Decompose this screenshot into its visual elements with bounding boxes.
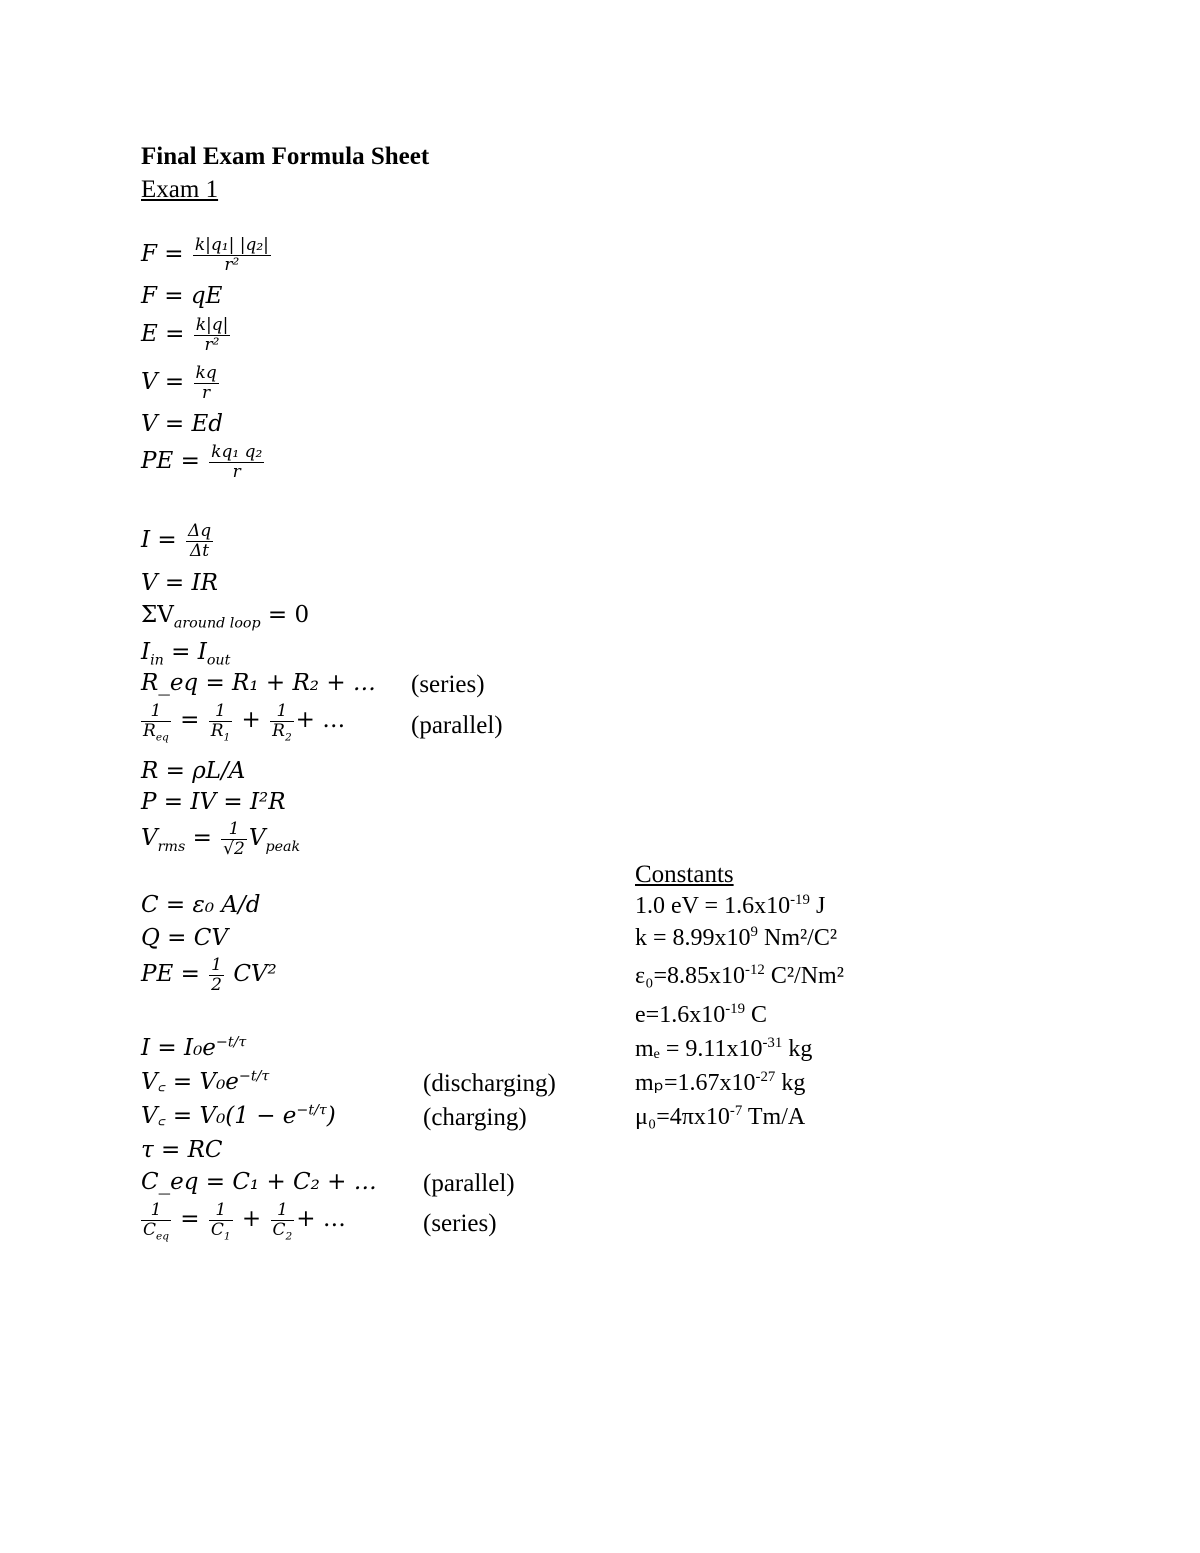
loop-rule-eq xyxy=(141,602,310,632)
discharging-base: V꜀ = V₀e xyxy=(141,1069,239,1095)
coulomb-lhs: F = xyxy=(141,241,184,268)
charging-note: (charging) xyxy=(423,1104,527,1131)
rms-rhs-sub: peak xyxy=(265,838,301,855)
cap-series-note: (series) xyxy=(423,1210,497,1237)
potential-uniform-eq: V = Ed xyxy=(141,411,224,437)
charge-eq: Q = CV xyxy=(141,925,228,951)
force-field-eq: F = qE xyxy=(141,283,223,309)
rms-lhs: V xyxy=(141,825,158,852)
discharging-note: (discharging) xyxy=(423,1070,556,1097)
resistor-series-eq: R_eq = R₁ + R₂ + … xyxy=(141,670,376,696)
charging-exp: −t/τ xyxy=(296,1102,327,1119)
cap-energy-eq xyxy=(141,956,277,994)
cap-energy-num: 1 xyxy=(211,955,222,975)
coulomb-law xyxy=(141,236,273,274)
current-num: Δq xyxy=(187,521,212,541)
resistor-series-note: (series) xyxy=(411,671,485,698)
resistor-parallel-tail: + … xyxy=(295,707,346,734)
resistivity-eq: R = ρL/A xyxy=(141,758,246,784)
page-title: Final Exam Formula Sheet xyxy=(141,143,430,170)
ohm-eq: V = IR xyxy=(141,570,218,596)
constant-ev: 1.0 eV = $1.6x10^{-19}$ J xyxy=(635,892,826,919)
rms-equals: = xyxy=(185,825,212,852)
cap-parallel-note: (parallel) xyxy=(423,1170,515,1197)
constant-mp: $m_p=1.67x10^{-27}$ kg xyxy=(635,1069,806,1096)
charging-close: ) xyxy=(326,1103,336,1129)
field-num: k|q| xyxy=(195,315,229,335)
charging-eq xyxy=(141,1102,336,1129)
constant-e: $e=1.6x10^{-19}$ C xyxy=(635,1001,768,1028)
constant-mu: $\mu_0=4\pi x10^{-7}$ Tm/A xyxy=(635,1103,806,1130)
cap-parallel-eq: C_eq = C₁ + C₂ + … xyxy=(141,1169,377,1195)
current-lhs: I = xyxy=(141,527,177,554)
discharging-eq xyxy=(141,1068,270,1095)
cap-series-tail: + … xyxy=(296,1206,346,1233)
potential-point-lhs: V = xyxy=(141,369,185,396)
potential-point-den: r xyxy=(194,383,219,403)
pe-num: kq₁ q₂ xyxy=(211,442,263,462)
resistor-parallel-note: (parallel) xyxy=(411,712,503,739)
rms-eq xyxy=(141,820,300,858)
rms-lhs-sub: rms xyxy=(157,838,186,855)
pe-den: r xyxy=(209,462,264,482)
junction-rhs-sub: out xyxy=(206,652,231,669)
field-lhs: E = xyxy=(141,321,185,348)
charging-base: V꜀ = V₀(1 − e xyxy=(141,1103,297,1129)
coulomb-den: r² xyxy=(193,255,271,275)
pe-lhs: PE = xyxy=(141,448,200,475)
field-den: r² xyxy=(194,335,231,355)
cap-series-eq: $\frac{1}{C_{eq}}$ = $\frac{1}{C_1}$ + $\frac{1}{C_2}$ + … xyxy=(143,1200,346,1243)
junction-mid: = I xyxy=(163,639,207,665)
constant-k: $k = 8.99x10^9$ Nm²/C² xyxy=(635,924,838,951)
rms-den: √2 xyxy=(223,838,245,859)
coulomb-num: k|q₁| |q₂| xyxy=(194,235,269,255)
constants-title: Constants xyxy=(635,861,734,888)
resistor-parallel-eq: $\frac{1}{R_{eq}}$ = $\frac{1}{R_1}$ + $\frac{1}{R_2}$ + … xyxy=(143,701,346,744)
rms-num: 1 xyxy=(228,819,240,839)
time-constant-eq: τ = RC xyxy=(141,1137,223,1163)
field-eq xyxy=(141,316,232,354)
loop-rhs: = 0 xyxy=(260,602,310,628)
cap-energy-den: 2 xyxy=(211,974,222,995)
junction-lhs: I xyxy=(141,639,151,665)
junction-lhs-sub: in xyxy=(150,652,164,669)
potential-energy-eq xyxy=(141,443,266,481)
current-decay-eq xyxy=(141,1034,247,1061)
cap-energy-lhs: PE = xyxy=(141,961,200,988)
constant-me: $m_e = 9.11x10^{-31}$ kg xyxy=(635,1035,813,1062)
rms-rhs: V xyxy=(248,825,266,852)
potential-point-num: kq xyxy=(195,363,217,383)
current-den: Δt xyxy=(186,541,213,561)
section-heading: Exam 1 xyxy=(141,176,219,203)
cap-energy-rhs: CV² xyxy=(233,961,277,988)
discharging-exp: −t/τ xyxy=(238,1068,270,1085)
junction-rule-eq xyxy=(141,639,231,669)
potential-point-eq xyxy=(141,364,221,402)
loop-sub: around loop xyxy=(173,615,261,632)
loop-main: ΣV xyxy=(141,602,174,628)
current-eq xyxy=(141,522,215,560)
capacitance-eq: C = ε₀ A/d xyxy=(141,892,261,918)
current-decay-base: I = I₀e xyxy=(141,1035,216,1061)
constant-epsilon: $\varepsilon_0=8.85x10^{-12}$ C²/Nm² xyxy=(635,962,844,989)
current-decay-exp: −t/τ xyxy=(215,1034,247,1051)
power-eq: P = IV = I²R xyxy=(141,789,286,815)
